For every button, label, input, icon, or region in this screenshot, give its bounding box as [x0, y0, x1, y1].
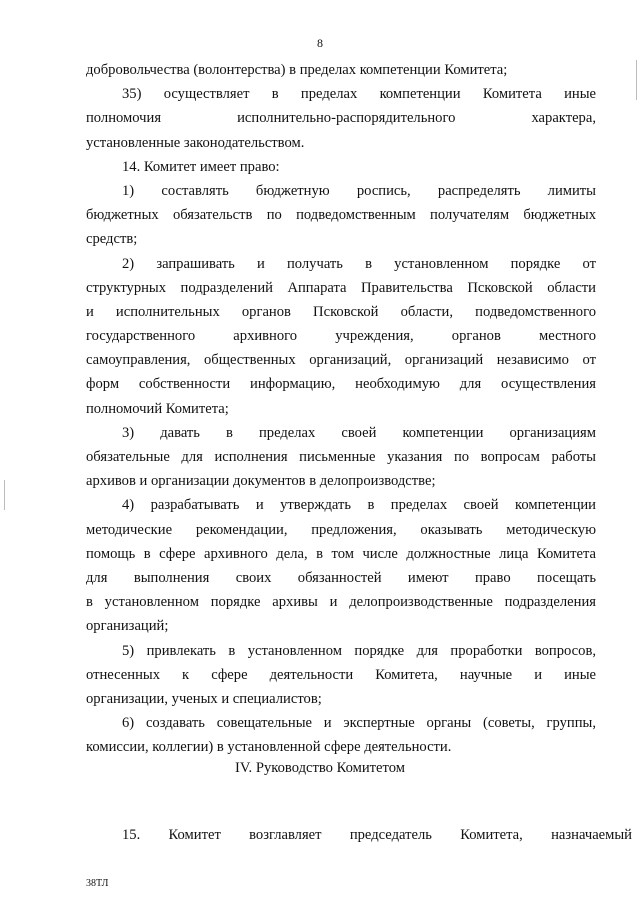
text-line: средств; [86, 231, 138, 248]
right-margin-mark [636, 60, 637, 100]
text-line: методические рекомендации, предложения, оказывать методическую [86, 521, 596, 538]
text-line: отнесенных к сфере деятельности Комитета, научные и иные [86, 666, 596, 683]
text-line: полномочий Комитета; [86, 400, 229, 417]
text-line: установленные законодательством. [86, 134, 305, 151]
text-line: и исполнительных органов Псковской области, подведомственного [86, 303, 596, 320]
text-line: для выполнения своих обязанностей имеют право посещать [86, 569, 596, 586]
text-line: 35) осуществляет в пределах компетенции Комитета иные [122, 86, 596, 103]
text-line: 2) запрашивать и получать в установленном порядке от [122, 255, 596, 272]
text-line: структурных подразделений Аппарата Правительства Псковской области [86, 279, 596, 296]
document-body [86, 58, 596, 759]
footer-code: 38ТЛ [86, 878, 109, 889]
section-heading: IV. Руководство Комитетом [235, 760, 405, 776]
text-line: 4) разрабатывать и утверждать в пределах своей компетенции [122, 497, 596, 514]
text-line: форм собственности информацию, необходимую для осуществления [86, 376, 596, 393]
text-line: самоуправления, общественных организаций, организаций независимо от [86, 352, 596, 369]
text-line: 6) создавать совещательные и экспертные органы (советы, группы, [122, 715, 596, 732]
text-line: в установленном порядке архивы и делопроизводственные подразделения [86, 594, 596, 611]
paragraph-15: 15. Комитет возглавляет председатель Комитета, назначаемый [122, 827, 632, 843]
text-line: помощь в сфере архивного дела, в том числе должностные лица Комитета [86, 545, 596, 562]
text-line: бюджетных обязательств по подведомственным получателям бюджетных [86, 207, 596, 224]
text-line: 3) давать в пределах своей компетенции организациям [122, 424, 596, 441]
left-margin-mark [4, 480, 5, 510]
text-line: комиссии, коллегии) в установленной сфере деятельности. [86, 739, 452, 756]
text-line: обязательные для исполнения письменные указания по вопросам работы [86, 449, 596, 465]
text-line: полномочия исполнительно-распорядительного характера, [86, 110, 596, 127]
text-line: 5) привлекать в установленном порядке для проработки вопросов, [122, 642, 596, 659]
text-line: организации, ученых и специалистов; [86, 690, 322, 707]
text-line: государственного архивного учреждения, органов местного [86, 328, 596, 345]
page-number: 8 [317, 36, 323, 50]
text-line: 14. Комитет имеет право: [122, 158, 280, 175]
text-line: добровольчества (волонтерства) в пределах компетенции Комитета; [86, 62, 508, 78]
text-line: архивов и организации документов в делопроизводстве; [86, 473, 436, 490]
text-line: 1) составлять бюджетную роспись, распределять лимиты [122, 182, 596, 199]
text-line: организаций; [86, 618, 169, 635]
